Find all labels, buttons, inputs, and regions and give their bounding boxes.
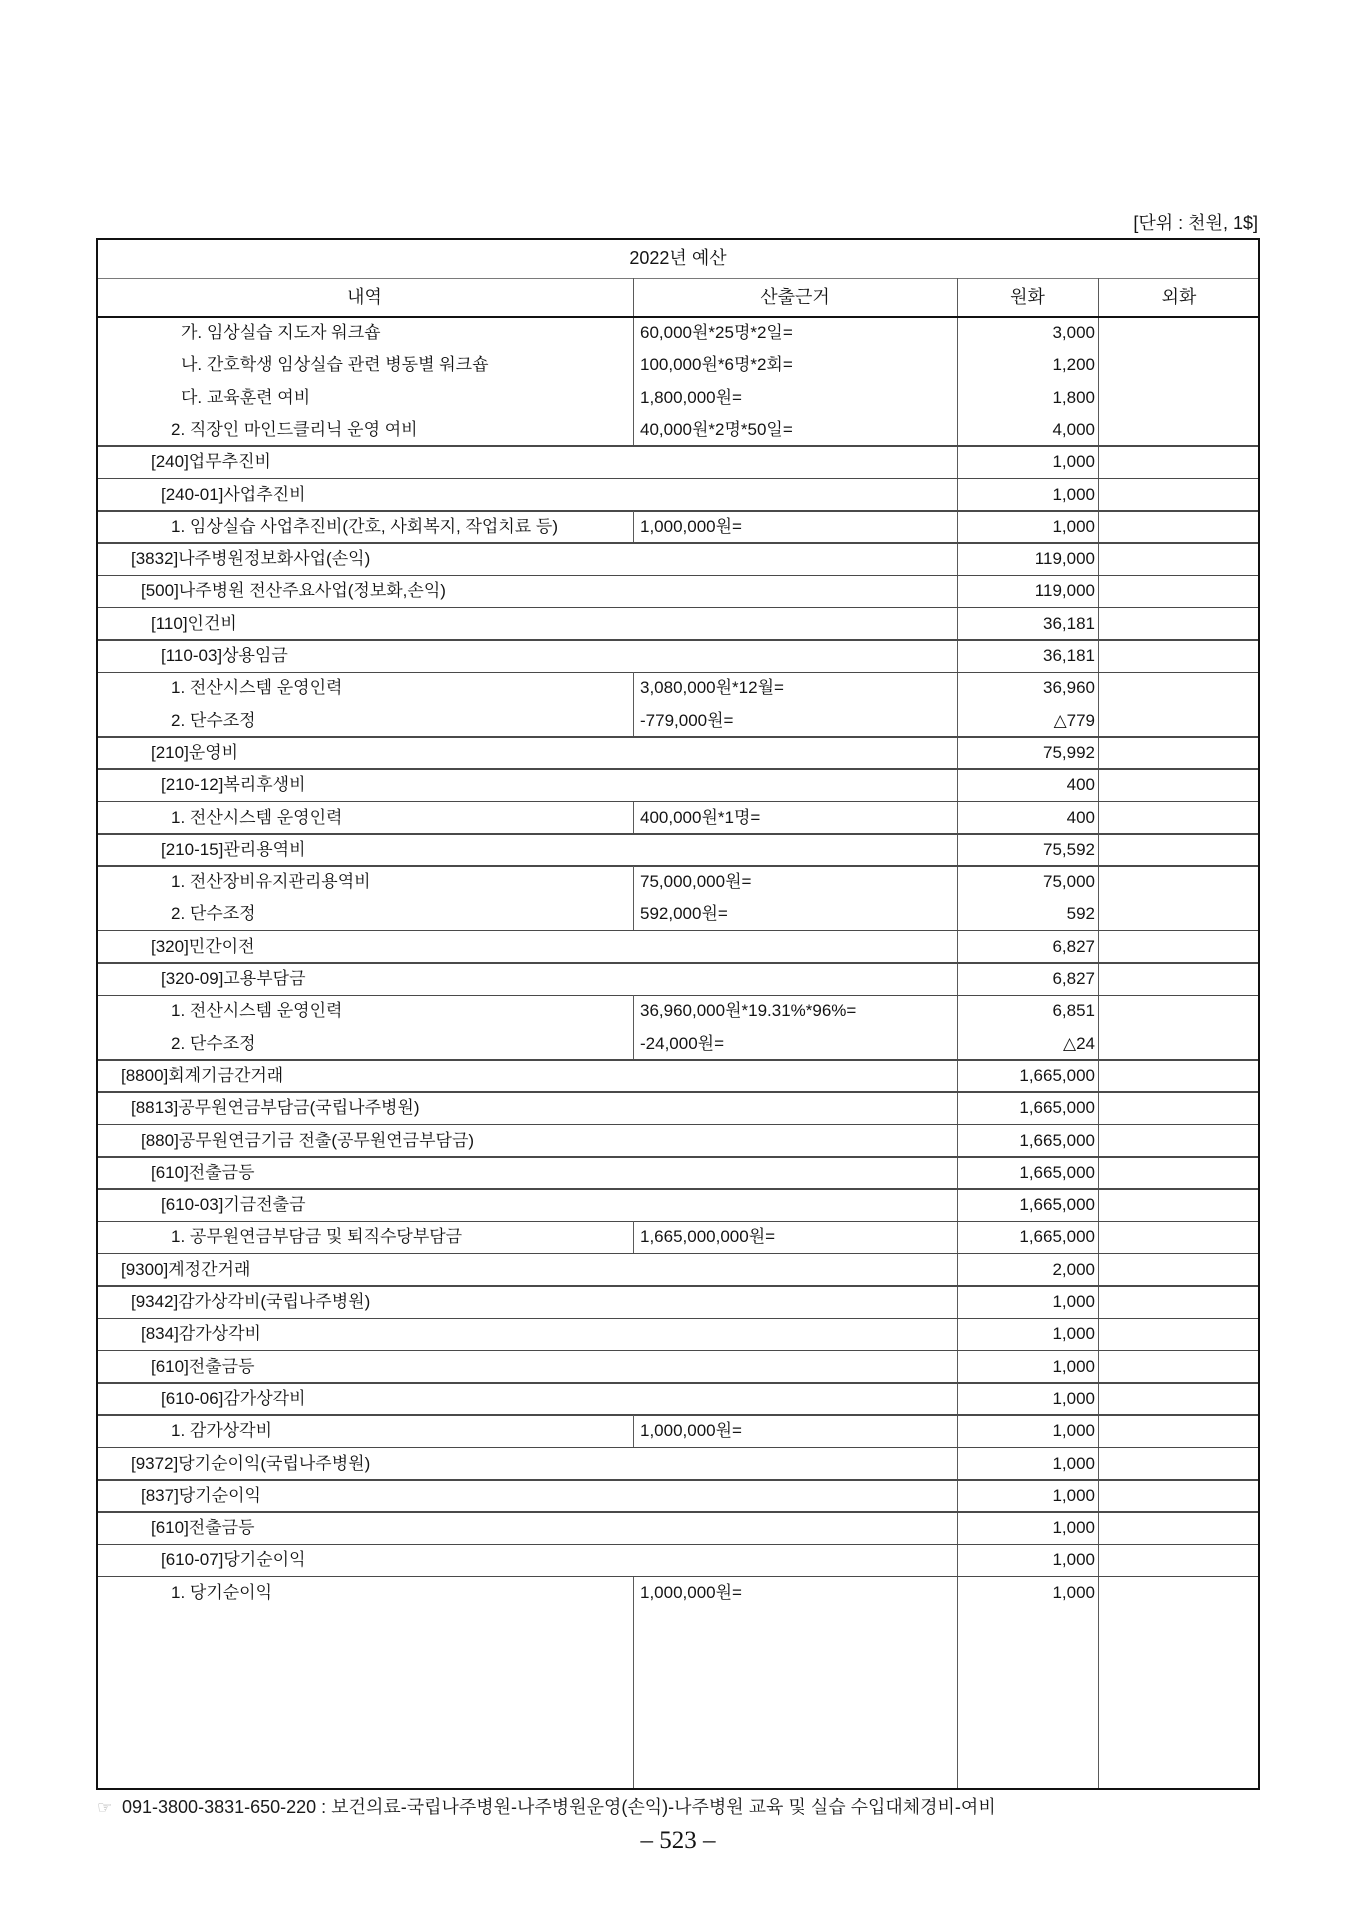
krw-amount: 1,200 <box>1052 355 1095 375</box>
table-row-detail <box>96 1577 1260 1790</box>
table-row-detail <box>96 705 1260 737</box>
item-label: [320]민간이전 <box>151 936 255 956</box>
krw-amount: 36,960 <box>1043 678 1095 698</box>
item-label: 1. 전산시스템 운영인력 <box>171 678 343 698</box>
table-row-category <box>96 931 1260 963</box>
item-label: [3832]나주병원정보화사업(손익) <box>131 549 371 569</box>
item-label: [8813]공무원연금부담금(국립나주병원) <box>131 1098 420 1118</box>
krw-amount: 1,665,000 <box>1019 1130 1095 1150</box>
item-label: 1. 임상실습 사업추진비(간호, 사회복지, 작업치료 등) <box>171 516 559 536</box>
column-header-krw: 원화 <box>1010 287 1045 307</box>
table-row-category <box>96 834 1260 866</box>
krw-amount: 2,000 <box>1052 1259 1095 1279</box>
item-label: 2. 단수조정 <box>171 1033 256 1053</box>
krw-amount: 1,665,000 <box>1019 1162 1095 1182</box>
column-divider <box>633 898 635 930</box>
table-row-category <box>96 1286 1260 1318</box>
table-row-detail <box>96 866 1260 898</box>
item-label: 다. 교육훈련 여비 <box>181 387 311 407</box>
krw-amount: 1,000 <box>1052 484 1095 504</box>
item-label: 1. 전산시스템 운영인력 <box>171 1001 343 1021</box>
table-row-category <box>96 1189 1260 1221</box>
item-label: [837]당기순이익 <box>141 1485 261 1505</box>
krw-amount: 1,000 <box>1052 452 1095 472</box>
table-row-category <box>96 1351 1260 1383</box>
table-row-category <box>96 1512 1260 1544</box>
table-row-detail <box>96 511 1260 543</box>
krw-amount: 1,000 <box>1052 516 1095 536</box>
calculation-basis: 3,080,000원*12월= <box>640 678 784 698</box>
unit-label: [단위 : 천원, 1$] <box>1133 213 1258 233</box>
column-divider <box>633 672 635 704</box>
item-label: 2. 단수조정 <box>171 904 256 924</box>
table-row-category <box>96 1125 1260 1157</box>
krw-amount: 1,800 <box>1052 387 1095 407</box>
table-row-detail <box>96 1415 1260 1447</box>
krw-amount: 119,000 <box>1034 549 1095 569</box>
item-label: [500]나주병원 전산주요사업(정보화,손익) <box>141 581 446 601</box>
column-divider <box>633 278 635 317</box>
krw-amount: 3,000 <box>1052 323 1095 342</box>
table-row-category <box>96 608 1260 640</box>
krw-amount: 1,000 <box>1052 1356 1095 1376</box>
header-bottom-rule <box>96 316 1260 319</box>
krw-amount: 1,000 <box>1052 1485 1095 1505</box>
table-row-category <box>96 769 1260 801</box>
item-label: [9372]당기순이익(국립나주병원) <box>131 1453 371 1473</box>
table-row-category <box>96 446 1260 478</box>
item-label: [610-07]당기순이익 <box>161 1550 306 1570</box>
column-divider <box>633 705 635 737</box>
item-label: [610]전출금등 <box>151 1356 255 1376</box>
table-row-detail <box>96 1028 1260 1060</box>
krw-amount: △779 <box>1053 710 1095 730</box>
table-row-detail <box>96 1221 1260 1253</box>
krw-amount: 75,000 <box>1043 872 1095 892</box>
krw-amount: 6,851 <box>1052 1001 1095 1021</box>
krw-amount: 1,665,000 <box>1019 1065 1095 1085</box>
table-row-category <box>96 1318 1260 1350</box>
item-label: [240]업무추진비 <box>151 452 271 472</box>
column-divider <box>633 1221 635 1253</box>
column-divider <box>633 866 635 898</box>
item-label: 2. 직장인 마인드클리닉 운영 여비 <box>171 419 418 439</box>
krw-amount: 4,000 <box>1052 419 1095 439</box>
item-label: [240-01]사업추진비 <box>161 484 306 504</box>
item-label: 1. 전산장비유지관리용역비 <box>171 872 371 892</box>
table-row-category <box>96 1254 1260 1286</box>
item-label: [210-12]복리후생비 <box>161 775 306 795</box>
calculation-basis: 1,000,000원= <box>640 1421 742 1441</box>
calculation-basis: 1,000,000원= <box>640 516 742 536</box>
krw-amount: 1,000 <box>1052 1421 1095 1441</box>
column-divider <box>633 802 635 834</box>
column-divider <box>633 1415 635 1447</box>
item-label: 1. 당기순이익 <box>171 1582 273 1602</box>
item-label: [610-03]기금전출금 <box>161 1195 306 1215</box>
krw-amount: 6,827 <box>1052 969 1095 988</box>
item-label: [880]공무원연금기금 전출(공무원연금부담금) <box>141 1130 475 1150</box>
item-label: [9342]감가상각비(국립나주병원) <box>131 1292 371 1311</box>
table-row-detail <box>96 382 1260 414</box>
table-row-category <box>96 1383 1260 1415</box>
pointing-hand-icon <box>97 1797 119 1819</box>
table-row-category <box>96 1157 1260 1189</box>
table-row-category <box>96 640 1260 672</box>
item-label: [210-15]관리용역비 <box>161 839 306 859</box>
column-header-foreign: 외화 <box>1161 287 1197 307</box>
krw-amount: 1,000 <box>1052 1388 1095 1408</box>
column-divider <box>633 511 635 543</box>
footer-note-text: 091-3800-3831-650-220 : 보건의료-국립나주병원-나주병원운영(손익)-나주병원 교육 및 실습 수입대체경비-여비 <box>122 1797 996 1817</box>
item-label: [210]운영비 <box>151 742 239 762</box>
calculation-basis: 1,000,000원= <box>640 1582 742 1602</box>
calculation-basis: -779,000원= <box>640 710 734 730</box>
krw-amount: 36,181 <box>1043 613 1095 633</box>
table-row-category <box>96 575 1260 607</box>
item-label: [610]전출금등 <box>151 1518 255 1538</box>
krw-amount: 400 <box>1066 807 1095 827</box>
table-row-category <box>96 1480 1260 1512</box>
calculation-basis: 36,960,000원*19.31%*96%= <box>640 1001 857 1021</box>
krw-amount: 592 <box>1066 904 1095 924</box>
table-row-detail <box>96 995 1260 1027</box>
column-divider <box>633 382 635 414</box>
column-header-basis: 산출근거 <box>760 287 830 307</box>
page-number: – 523 – <box>640 1827 716 1854</box>
krw-amount: 119,000 <box>1034 581 1095 601</box>
item-label: [8800]회계기금간거래 <box>121 1065 284 1085</box>
table-row-category <box>96 1448 1260 1480</box>
krw-amount: 1,000 <box>1052 1582 1095 1602</box>
item-label: 1. 공무원연금부담금 및 퇴직수당부담금 <box>171 1227 463 1247</box>
calculation-basis: 40,000원*2명*50일= <box>640 419 793 439</box>
table-title: 2022년 예산 <box>629 248 727 268</box>
item-label: [320-09]고용부담금 <box>161 969 306 988</box>
table-row-category <box>96 963 1260 995</box>
table-row-detail <box>96 414 1260 446</box>
krw-amount: 1,000 <box>1052 1292 1095 1311</box>
krw-amount: 400 <box>1066 775 1095 795</box>
krw-amount: 6,827 <box>1052 936 1095 956</box>
item-label: [110-03]상용임금 <box>161 646 288 665</box>
calculation-basis: 1,800,000원= <box>640 387 742 407</box>
footer-note <box>97 1796 996 1818</box>
item-label: 1. 감가상각비 <box>171 1421 273 1441</box>
table-row-category <box>96 1092 1260 1124</box>
item-label: 가. 임상실습 지도자 워크숍 <box>181 323 381 342</box>
krw-amount: 75,992 <box>1043 742 1095 762</box>
column-divider <box>633 317 635 349</box>
calculation-basis: 60,000원*25명*2일= <box>640 323 793 342</box>
item-label: [610]전출금등 <box>151 1162 255 1182</box>
item-label: [9300]계정간거래 <box>121 1259 251 1279</box>
krw-amount: 1,000 <box>1052 1324 1095 1344</box>
krw-amount: △24 <box>1063 1033 1095 1053</box>
item-label: [110]인건비 <box>151 613 237 633</box>
item-label: 1. 전산시스템 운영인력 <box>171 807 343 827</box>
table-row-category <box>96 1060 1260 1092</box>
krw-amount: 1,000 <box>1052 1453 1095 1473</box>
table-row-detail <box>96 802 1260 834</box>
krw-amount: 75,592 <box>1043 839 1095 859</box>
column-divider <box>633 414 635 446</box>
calculation-basis: 400,000원*1명= <box>640 807 761 827</box>
table-row-category <box>96 543 1260 575</box>
krw-amount: 1,665,000 <box>1019 1098 1095 1118</box>
table-row-detail <box>96 898 1260 930</box>
calculation-basis: -24,000원= <box>640 1033 725 1053</box>
item-label: [610-06]감가상각비 <box>161 1388 306 1408</box>
calculation-basis: 100,000원*6명*2회= <box>640 355 793 375</box>
table-row-detail <box>96 672 1260 704</box>
calculation-basis: 75,000,000원= <box>640 872 752 892</box>
budget-table <box>96 238 1260 1790</box>
table-row-detail <box>96 317 1260 349</box>
calculation-basis: 1,665,000,000원= <box>640 1227 776 1247</box>
krw-amount: 1,000 <box>1052 1550 1095 1570</box>
krw-amount: 36,181 <box>1043 646 1095 665</box>
table-row-category <box>96 737 1260 769</box>
item-label: [834]감가상각비 <box>141 1324 261 1344</box>
krw-amount: 1,665,000 <box>1019 1195 1095 1215</box>
calculation-basis: 592,000원= <box>640 904 728 924</box>
column-divider <box>633 349 635 381</box>
column-divider <box>633 995 635 1027</box>
krw-amount: 1,000 <box>1052 1518 1095 1538</box>
item-label: 2. 단수조정 <box>171 710 256 730</box>
krw-amount: 1,665,000 <box>1019 1227 1095 1247</box>
column-header-item: 내역 <box>347 287 382 307</box>
table-row-category <box>96 1544 1260 1576</box>
column-divider <box>633 1577 635 1790</box>
table-row-category <box>96 479 1260 511</box>
column-divider <box>633 1028 635 1060</box>
item-label: 나. 간호학생 임상실습 관련 병동별 워크숍 <box>181 355 489 375</box>
table-row-detail <box>96 349 1260 381</box>
